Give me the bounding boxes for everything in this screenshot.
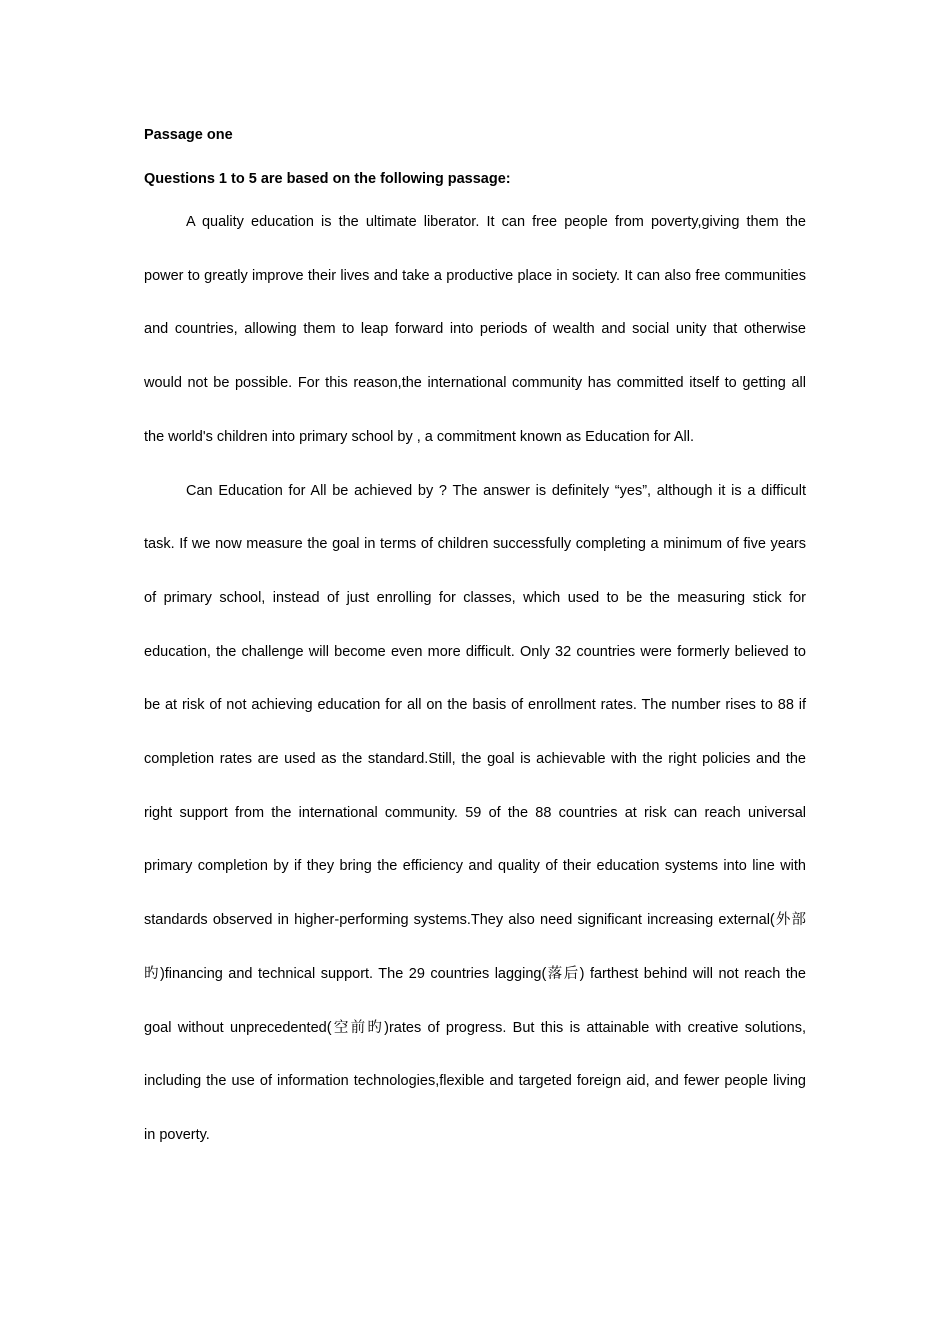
paragraph-2: Can Education for All be achieved by ? The answer is definitely “yes”, although it is a difficult task. If we now measure the goal in terms of children successfully completing a minimum of five years of primary school, instead of just enrolling for classes, which used to be the measuring stick for education, the challenge will become even more difficult. Only 32 countries were formerly believed to be at risk of not achieving education for all on the basis of enrollment rates. The number rises to 88 if completion rates are used as the standard.Still, the goal is achievable with the right policies and the right support from the international community. 59 of the 88 countries at risk can reach universal primary completion by if they bring the efficiency and quality of their education systems into line with standards observed in higher-performing systems.They also need significant increasing external(外部旳)financing and technical support. The 29 countries lagging(落后) farthest behind will not reach the goal without unprecedented(空前旳)rates of progress. But this is attainable with creative solutions, including the use of information technologies,flexible and targeted foreign aid, and fewer people living in poverty. [144,482,806,1143]
paragraph-1: A quality education is the ultimate liberator. It can free people from poverty,giving them the power to greatly improve their lives and take a productive place in society. It can also free communities and countries, allowing them to leap forward into periods of wealth and social unity that otherwise would not be possible. For this reason,the international community has committed itself to getting all the world's children into primary school by , a commitment known as Education for All. [144,214,806,445]
passage-heading: Passage one [144,127,233,143]
question-instruction: Questions 1 to 5 are based on the following passage: [144,171,511,187]
document-body [144,124,806,1179]
